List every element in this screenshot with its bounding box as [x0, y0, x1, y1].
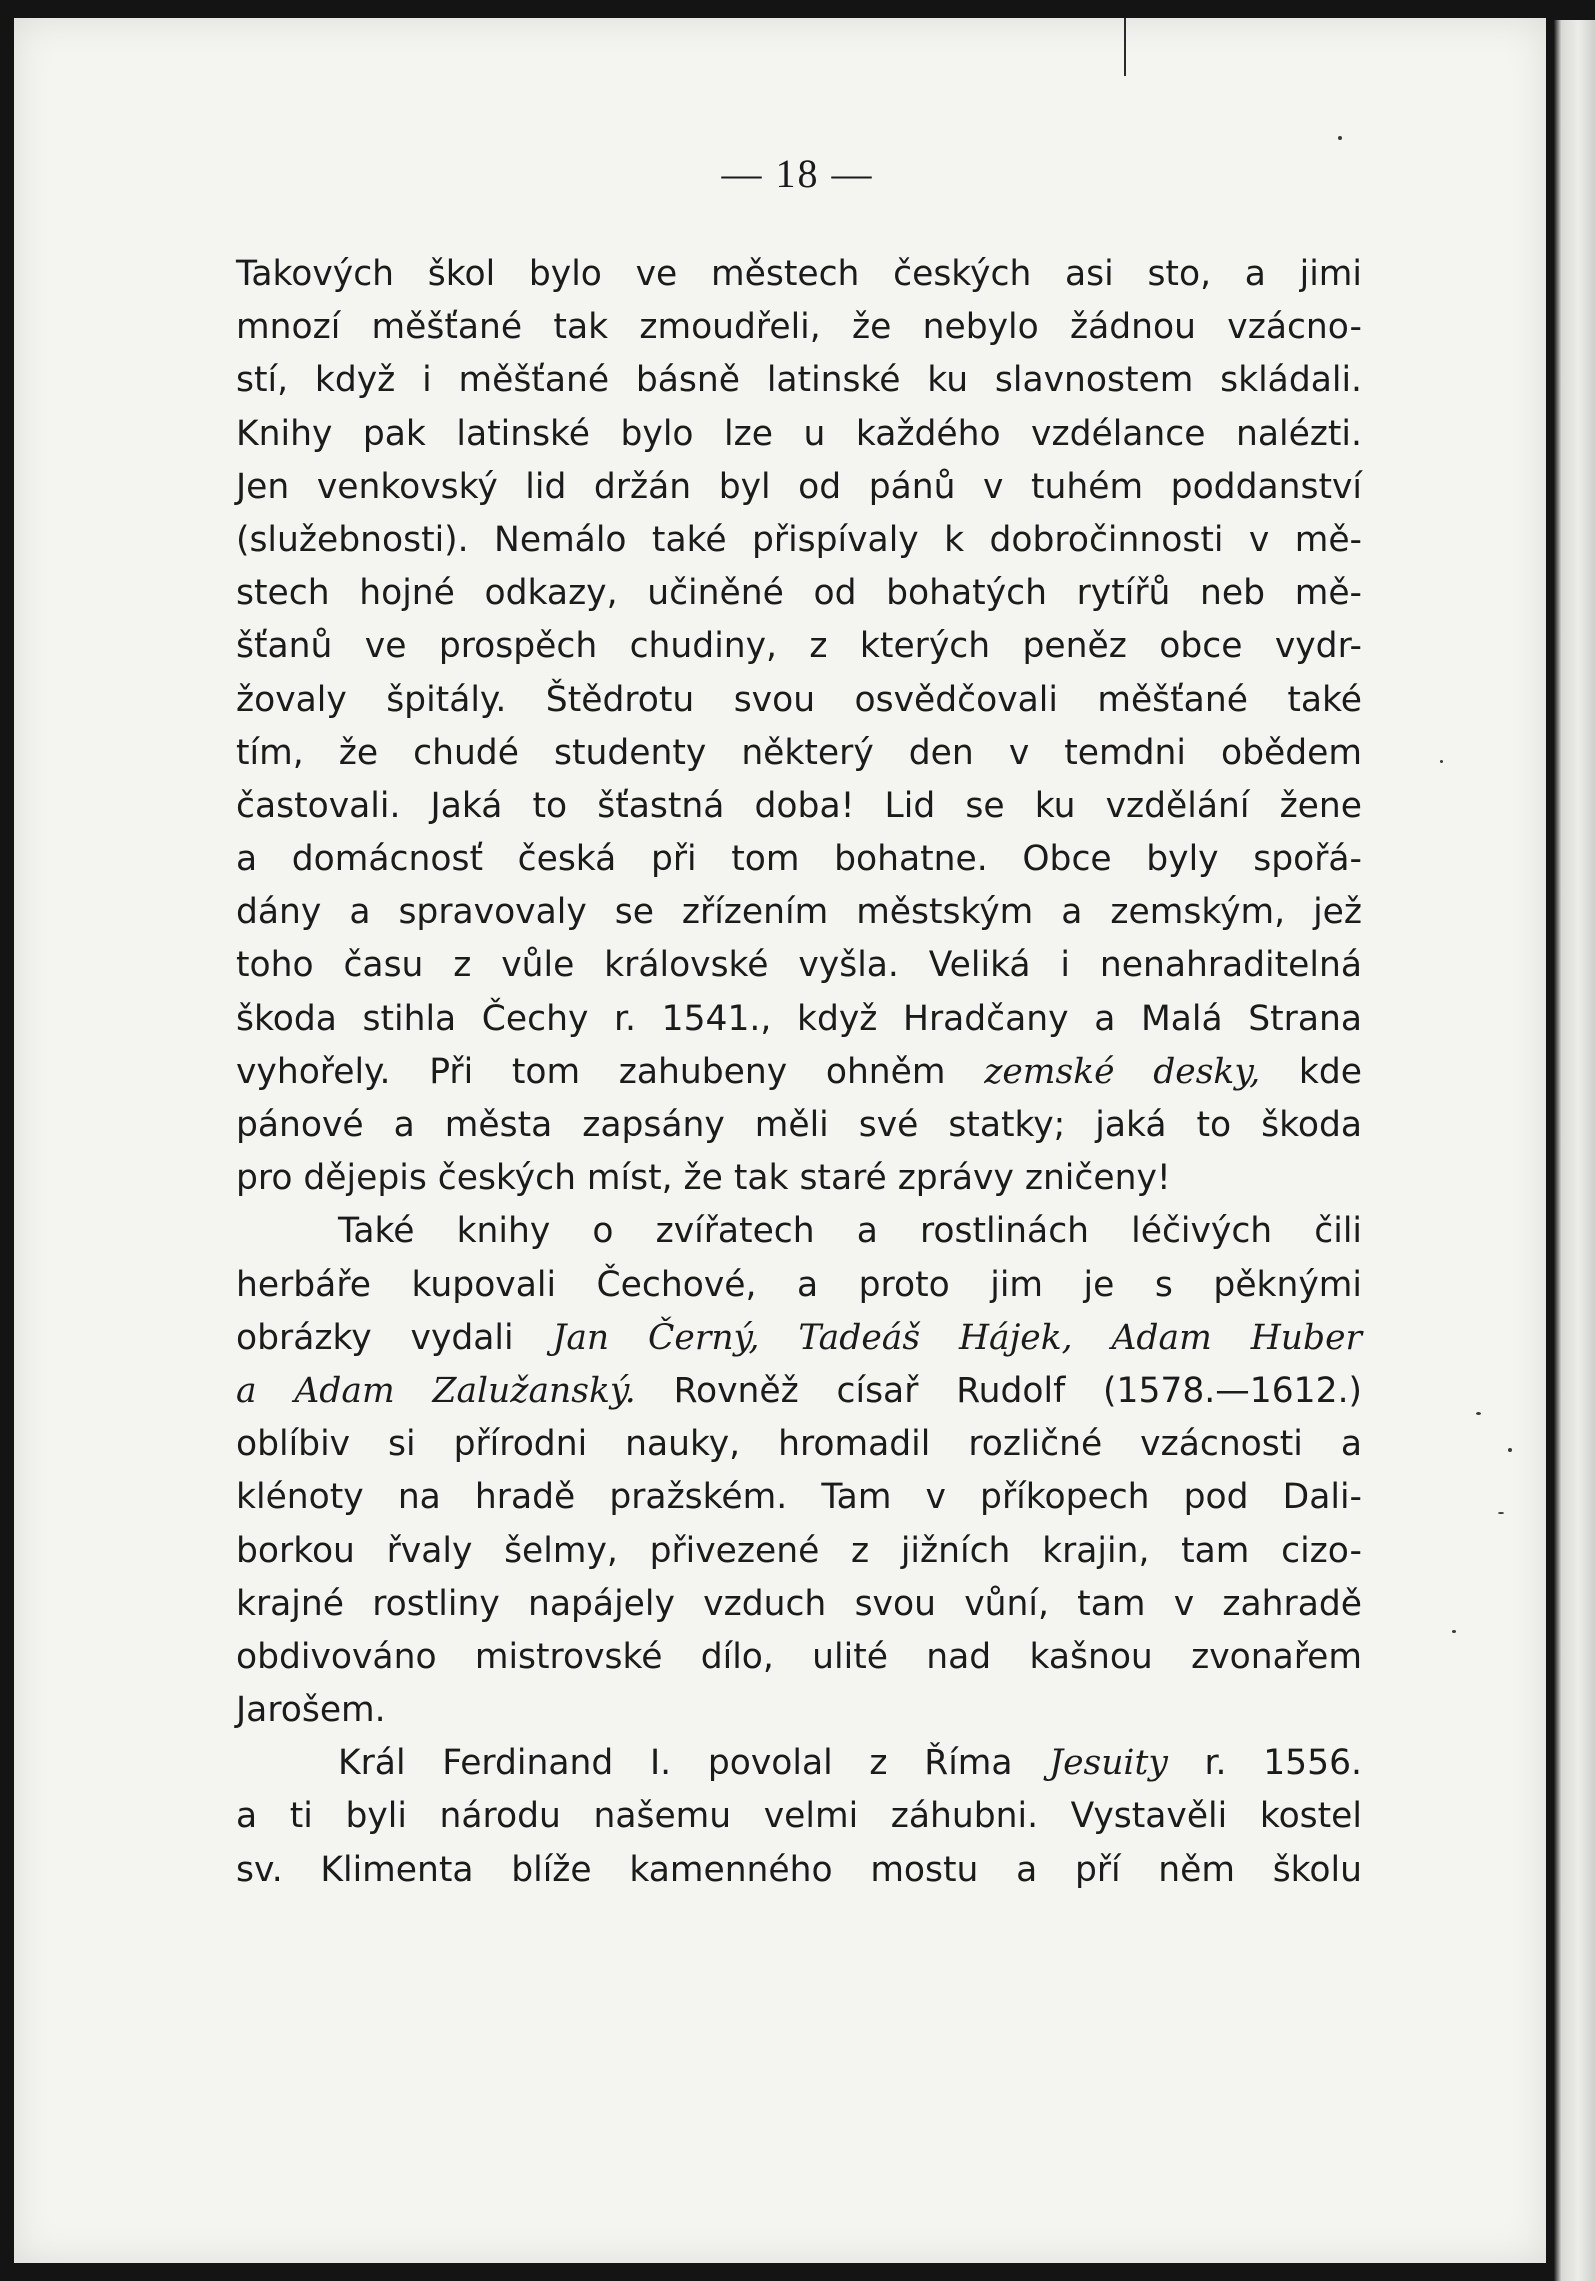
text-line: a ti byli národu našemu velmi záhubni. Vystavěli kostel — [236, 1796, 1362, 1837]
italic-names: a Adam Zalužanský. — [236, 1370, 636, 1411]
text-line: stech hojné odkazy, učiněné od bohatých rytířů neb mě- — [236, 573, 1362, 614]
text-run: vyhořely. Při tom zahubeny ohněm — [236, 1051, 946, 1092]
text-line: žovaly špitály. Štědrotu svou osvědčovali měšťané také — [236, 679, 1362, 720]
paragraph-start-line: Také knihy o zvířatech a rostlinách léčivých čili — [338, 1211, 1362, 1252]
text-line: klénoty na hradě pražském. Tam v příkopech pod Dali- — [236, 1477, 1362, 1518]
scan-speck — [1498, 1512, 1504, 1514]
scan-speck — [1338, 136, 1342, 140]
italic-names: Jan Černý, Tadeáš Hájek, Adam Huber — [552, 1317, 1362, 1358]
text-line — [236, 1312, 1362, 1365]
text-line: mnozí měšťané tak zmoudřeli, že nebylo žádnou vzácno- — [236, 307, 1362, 348]
scan-speck — [1452, 1630, 1456, 1633]
text-line: herbáře kupovali Čechové, a proto jim je s pěknými — [236, 1264, 1362, 1305]
text-line: Jen venkovský lid držán byl od pánů v tuhém poddanství — [236, 466, 1362, 507]
text-run: r. 1556. — [1204, 1743, 1362, 1784]
text-line: oblíbiv si přírodni nauky, hromadil rozličné vzácnosti a — [236, 1424, 1362, 1465]
binding-mark — [1124, 18, 1126, 76]
text-line: toho času z vůle královské vyšla. Veliká i nenahraditelná — [236, 945, 1362, 986]
body-text — [236, 248, 1362, 1897]
text-run: obrázky vydali — [236, 1317, 514, 1358]
text-line: pánové a města zapsány měli své statky; jaká to škoda — [236, 1105, 1362, 1145]
text-line: obdivováno mistrovské dílo, ulité nad kašnou zvonařem — [236, 1636, 1362, 1677]
text-line: (služebnosti). Nemálo také přispívaly k dobročinnosti v mě- — [236, 519, 1362, 560]
text-line: škoda stihla Čechy r. 1541., když Hradčany a Malá Strana — [236, 998, 1362, 1039]
text-run: Rovněž císař Rudolf (1578.—1612.) — [673, 1370, 1362, 1411]
scan-speck — [1440, 760, 1443, 763]
scan-speck — [1476, 1412, 1481, 1415]
italic-term: Jesuity — [1049, 1743, 1168, 1784]
text-line: dány a spravovaly se zřízením městským a zemským, jež — [236, 892, 1362, 933]
paragraph-start-line — [236, 1737, 1362, 1790]
text-line — [236, 1365, 1362, 1418]
next-page-edge — [1554, 20, 1595, 2281]
text-line: častovali. Jaká to šťastná doba! Lid se ku vzdělání žene — [236, 785, 1362, 826]
text-line: borkou řvaly šelmy, přivezené z jižních krajin, tam cizo- — [236, 1530, 1362, 1571]
text-line: Knihy pak latinské bylo lze u každého vzdélance nalézti. — [236, 413, 1362, 454]
text-run: Král Ferdinand I. povolal z Říma — [338, 1743, 1013, 1784]
text-line: sv. Klimenta blíže kamenného mostu a pří něm školu — [236, 1849, 1362, 1890]
italic-term: zemské desky, — [984, 1051, 1261, 1092]
text-line — [236, 1046, 1362, 1099]
text-run: kde — [1298, 1051, 1363, 1092]
text-line: šťanů ve prospěch chudiny, z kterých peněz obce vydr- — [236, 626, 1362, 667]
text-line: krajné rostliny napájely vzduch svou vůní, tam v zahradě — [236, 1583, 1362, 1624]
page-number: — 18 — — [721, 151, 874, 196]
text-line: pro dějepis českých míst, že tak staré zprávy zničeny! — [236, 1158, 1171, 1199]
text-line: Jarošem. — [236, 1690, 386, 1731]
scan-speck — [1508, 1448, 1512, 1452]
text-line: Takových škol bylo ve městech českých asi sto, a jimi — [236, 254, 1362, 294]
text-line: stí, když i měšťané básně latinské ku slavnostem skládali. — [236, 360, 1362, 401]
text-line: tím, že chudé studenty některý den v temdni obědem — [236, 732, 1362, 773]
text-line: a domácnosť česká při tom bohatne. Obce byly spořá- — [236, 839, 1362, 880]
